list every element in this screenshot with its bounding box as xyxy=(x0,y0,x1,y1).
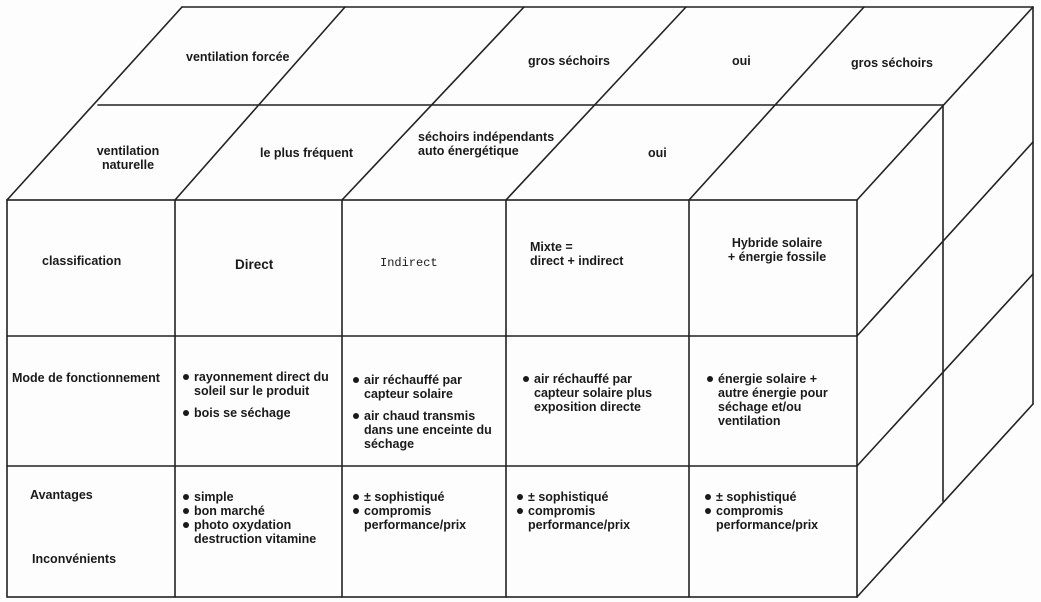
adv-hybride-list xyxy=(704,490,844,532)
row-label-inconvenients: Inconvénients xyxy=(32,552,117,566)
mode-direct-list xyxy=(182,370,332,420)
class-hybride: Hybride solaire + énergie fossile xyxy=(727,236,827,264)
mode-indirect-list xyxy=(352,373,497,451)
list-item: compromis performance/prix xyxy=(704,504,844,532)
top-front-ventilation-naturelle: ventilation naturelle xyxy=(96,144,160,172)
list-item: air chaud transmis dans une enceinte du séchage xyxy=(352,409,497,451)
list-item: air réchauffé par capteur solaire xyxy=(352,373,497,401)
top-back-gros-sechoirs-2: gros séchoirs xyxy=(851,56,933,70)
row-label-avantages: Avantages xyxy=(30,488,93,502)
top-back-ventilation-forcee: ventilation forcée xyxy=(186,50,290,64)
list-item: ± sophistiqué xyxy=(516,490,666,504)
list-item: air réchauffé par capteur solaire plus exposition directe xyxy=(522,372,672,414)
row-label-classification: classification xyxy=(42,254,122,268)
top-front-oui: oui xyxy=(648,146,667,160)
adv-indirect-list xyxy=(352,490,492,532)
list-item: compromis performance/prix xyxy=(516,504,666,532)
list-item: ± sophistiqué xyxy=(352,490,492,504)
list-item: simple xyxy=(182,490,322,504)
adv-direct-list xyxy=(182,490,322,546)
list-item: compromis performance/prix xyxy=(352,504,492,532)
top-back-oui: oui xyxy=(732,54,751,68)
top-back-gros-sechoirs: gros séchoirs xyxy=(528,54,610,68)
list-item: bois se séchage xyxy=(182,406,332,420)
class-indirect: Indirect xyxy=(380,256,438,270)
mode-hybride-list xyxy=(706,372,851,428)
list-item: ± sophistiqué xyxy=(704,490,844,504)
top-front-sechoirs-independants: séchoirs indépendants auto énergétique xyxy=(418,130,555,158)
list-item: énergie solaire + autre énergie pour séchage et/ou ventilation xyxy=(706,372,851,428)
list-item: bon marché xyxy=(182,504,322,518)
top-front-le-plus-frequent: le plus fréquent xyxy=(260,146,354,160)
adv-mixte-list xyxy=(516,490,666,532)
list-item: rayonnement direct du soleil sur le produit xyxy=(182,370,332,398)
list-item: photo oxydation destruction vitamine xyxy=(182,518,322,546)
row-label-mode: Mode de fonctionnement xyxy=(12,371,160,385)
class-mixte: Mixte = direct + indirect xyxy=(530,240,624,268)
class-direct: Direct xyxy=(235,257,274,272)
mode-mixte-list xyxy=(522,372,672,414)
